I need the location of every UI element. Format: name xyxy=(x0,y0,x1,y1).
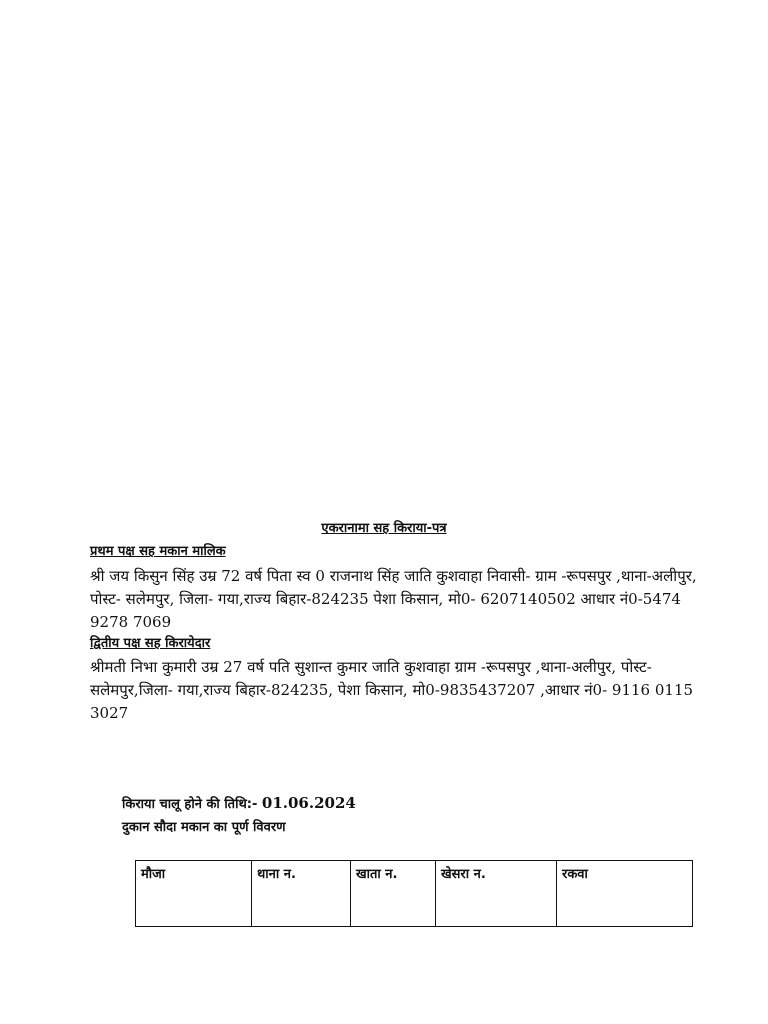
second-party-details xyxy=(90,656,694,725)
rent-start-value: 01.06.2024 xyxy=(261,794,356,812)
second-party-heading: द्वितीय पक्ष सह किरायेदार xyxy=(90,636,211,651)
second-party-line: सलेमपुर,जिला- गया,राज्य बिहार-824235, पेशा किसान, मो0-9835437207 ,आधार नं0- 9116 0115 xyxy=(90,681,694,699)
table-header-cell: मौजा xyxy=(136,861,252,927)
property-details-heading: दुकान सौदा मकान का पूर्ण विवरण xyxy=(122,820,286,835)
first-party-line: पोस्ट- सलेमपुर, जिला- गया,राज्य बिहार-824235 पेशा किसान, मो0- 6207140502 आधार नं0-5474 xyxy=(90,590,681,608)
document-title-text: एकरानामा सह किराया-पत्र xyxy=(321,521,447,536)
document-title xyxy=(0,519,768,539)
first-party-details xyxy=(90,565,697,634)
rent-start-date xyxy=(122,792,356,816)
table-header-cell: खाता न. xyxy=(351,861,436,927)
property-details-table xyxy=(135,860,693,927)
table-header-cell: थाना न. xyxy=(252,861,351,927)
second-party-line: श्रीमती निभा कुमारी उम्र 27 वर्ष पति सुशान्त कुमार जाति कुशवाहा ग्राम -रूपसपुर ,थाना-अलीपुर, पोस्ट- xyxy=(90,658,652,676)
rent-start-label: किराया चालू होने की तिथि:- xyxy=(122,797,262,812)
first-party-heading: प्रथम पक्ष सह मकान मालिक xyxy=(90,544,226,559)
table-header-row xyxy=(136,861,693,927)
first-party-line: श्री जय किसुन सिंह उम्र 72 वर्ष पिता स्व 0 राजनाथ सिंह जाति कुशवाहा निवासी- ग्राम -रूपसपुर ,थाना-अलीपुर, xyxy=(90,567,697,585)
table-header-cell: खेसरा न. xyxy=(436,861,557,927)
second-party-line: 3027 xyxy=(90,704,129,722)
first-party-line: 9278 7069 xyxy=(90,613,172,631)
table-header-cell: रकवा xyxy=(557,861,693,927)
